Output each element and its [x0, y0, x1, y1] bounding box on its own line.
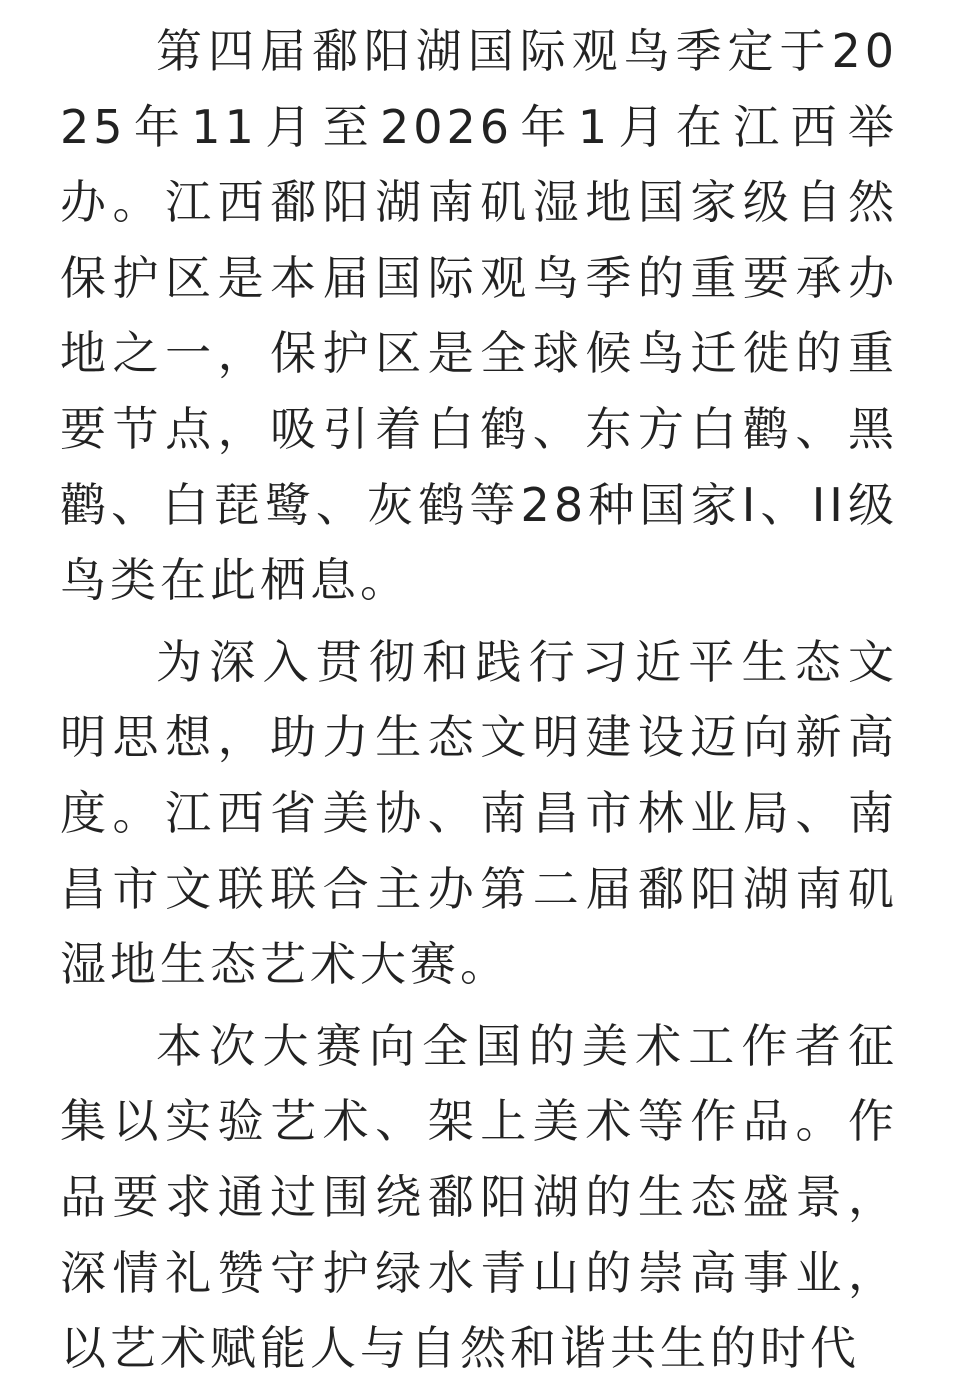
paragraph-ecological-art-contest: 为深入贯彻和践行习近平生态文明思想，助力生态文明建设迈向新高度。江西省美协、南昌市林业局、南昌市文联联合主办第二届鄱阳湖南矶湿地生态艺术大赛。 [60, 634, 898, 992]
paragraph-birdwatching-season: 第四届鄱阳湖国际观鸟季定于2025年11月至2026年1月在江西举办。江西鄱阳湖南矶湿地国家级自然保护区是本届国际观鸟季的重要承办地之一，保护区是全球候鸟迁徙的重要节点，吸引着白鹤、东方白鹳、黑鹳、白琵鹭、灰鹤等28种国家I、II级鸟类在此栖息。 [60, 24, 898, 608]
article-body [60, 14, 898, 1393]
paragraph-call-for-works: 本次大赛向全国的美术工作者征集以实验艺术、架上美术等作品。作品要求通过围绕鄱阳湖的生态盛景，深情礼赞守护绿水青山的崇高事业，以艺术赋能人与自然和谐共生的时代 [60, 1018, 898, 1376]
